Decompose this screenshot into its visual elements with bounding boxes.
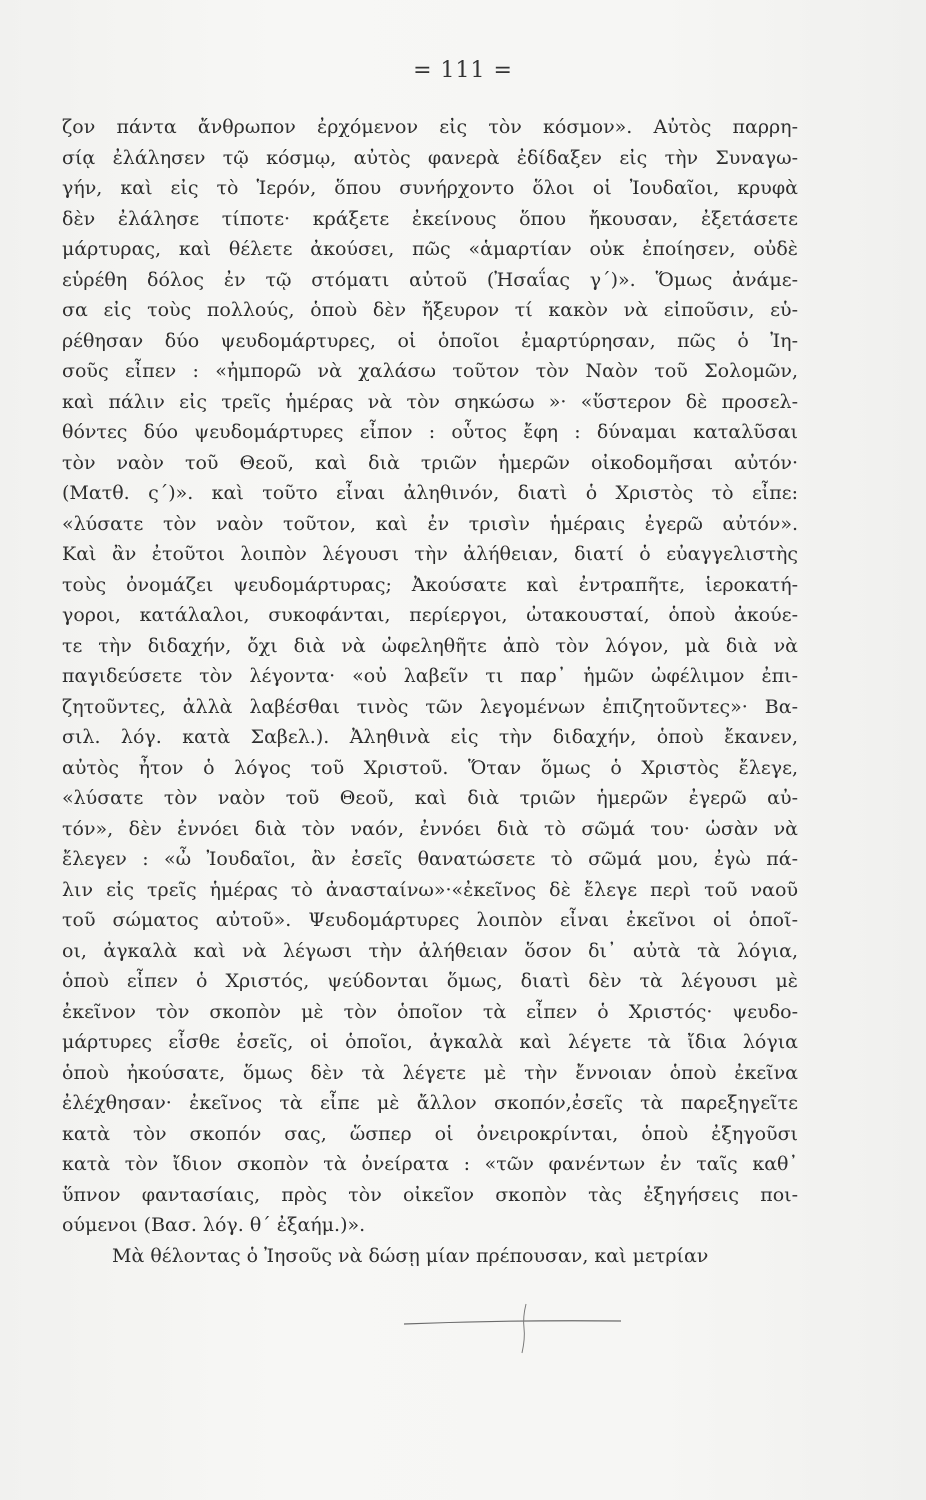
text-line: ὁποὺ ἠκούσατε, ὅμως δὲν τὰ λέγετε μὲ τὴν ἔννοιαν ὁποὺ ἐκεῖνα [62,1061,798,1084]
text-line: δὲν ἐλάλησε τίποτε· κράξετε ἐκείνους ὅπου ἤκουσαν, ἐξετάσετε [62,207,798,230]
text-line: εὑρέθη δόλος ἐν τῷ στόματι αὐτοῦ (Ἠσαΐας γ΄)». Ὅμως ἀνάμε- [62,268,798,291]
text-line: σοῦς εἶπεν : «ἠμπορῶ νὰ χαλάσω τοῦτον τὸν Ναὸν τοῦ Σολομῶν, [62,360,798,382]
text-line: (Ματθ. ς΄)». καὶ τοῦτο εἶναι ἀληθινόν, διατὶ ὁ Χριστὸς τὸ εἶπε: [62,482,798,504]
text-line: γοροι, κατάλαλοι, συκοφάνται, περίεργοι, ὠτακουσταί, ὁποὺ ἀκούε- [62,604,798,626]
text-line: Καὶ ἂν ἐτοῦτοι λοιπὸν λέγουσι τὴν ἀλήθειαν, διατί ὁ εὐαγγελιστὴς [62,543,798,565]
text-line: τὸν ναὸν τοῦ Θεοῦ, καὶ διὰ τριῶν ἡμερῶν οἰκοδομῆσαι αὐτόν· [62,451,798,474]
text-line: ρέθησαν δύο ψευδομάρτυρες, οἱ ὁποῖοι ἐμαρτύρησαν, πῶς ὁ Ἰη- [62,329,798,352]
text-line: τε τὴν διδαχήν, ὄχι διὰ νὰ ὠφεληθῆτε ἀπὸ τὸν λόγον, μὰ διὰ νὰ [62,634,798,657]
text-line: μάρτυρες εἶσθε ἐσεῖς, οἱ ὁποῖοι, ἀγκαλὰ καὶ λέγετε τὰ ἴδια λόγια [62,1031,798,1053]
text-line: ὁποὺ εἶπεν ὁ Χριστός, ψεύδονται ὅμως, διατὶ δὲν τὰ λέγουσι μὲ [62,970,798,992]
text-line: «λύσατε τὸν ναὸν τοῦτον, καὶ ἐν τρισὶν ἡμέραις ἐγερῶ αὐτόν». [62,512,798,535]
text-line: σιλ. λόγ. κατὰ Σαβελ.). Ἀληθινὰ εἰς τὴν διδαχήν, ὁποὺ ἔκανεν, [62,726,798,748]
text-line: κατὰ τὸν ἴδιον σκοπὸν τὰ ὀνείρατα : «τῶν φανέντων ἐν ταῖς καθ᾽ [62,1153,798,1175]
text-line: τοῦ σώματος αὐτοῦ». Ψευδομάρτυρες λοιπὸν εἶναι ἐκεῖνοι οἱ ὁποῖ- [62,909,798,931]
text-line: μάρτυρας, καὶ θέλετε ἀκούσει, πῶς «ἁμαρτίαν οὐκ ἐποίησεν, οὐδὲ [62,238,798,260]
text-line: «λύσατε τὸν ναὸν τοῦ Θεοῦ, καὶ διὰ τριῶν ἡμερῶν ἐγερῶ αὐ- [62,787,798,809]
pencil-underline-mark [396,1298,626,1358]
text-line: ούμενοι (Βασ. λόγ. θ΄ ἐξαήμ.)». [62,1214,366,1236]
text-line: ζον πάντα ἄνθρωπον ἐρχόμενον εἰς τὸν κόσμον». Αὐτὸς παρρη- [62,116,798,138]
text-line: Μὰ θέλοντας ὁ Ἰησοῦς νὰ δώσῃ μίαν πρέπουσαν, καὶ μετρίαν [112,1244,709,1267]
text-line: σίᾳ ἐλάλησεν τῷ κόσμῳ, αὐτὸς φανερὰ ἐδίδαξεν εἰς τὴν Συναγω- [62,146,798,169]
text-line: αὐτὸς ἦτον ὁ λόγος τοῦ Χριστοῦ. Ὅταν ὅμως ὁ Χριστὸς ἔλεγε, [62,756,798,779]
text-line: ζητοῦντες, ἀλλὰ λαβέσθαι τινὸς τῶν λεγομένων ἐπιζητοῦντες»· Βα- [62,695,798,718]
text-line: λιν εἰς τρεῖς ἡμέρας τὸ ἀνασταίνω»·«ἐκεῖνος δὲ ἔλεγε περὶ τοῦ ναοῦ [62,878,798,901]
text-line: οι, ἀγκαλὰ καὶ νὰ λέγωσι τὴν ἀλήθειαν ὅσον δι᾽ αὐτὰ τὰ λόγια, [62,939,798,962]
body-text [62,112,798,1271]
page-number: = 111 = [413,58,513,83]
text-line: τοὺς ὀνομάζει ψευδομάρτυρας; Ἀκούσατε καὶ ἐντραπῆτε, ἱεροκατή- [62,573,798,596]
text-line: ὕπνον φαντασίαις, πρὸς τὸν οἰκεῖον σκοπὸν τὰς ἐξηγήσεις ποι- [62,1183,798,1206]
text-line: σα εἰς τοὺς πολλούς, ὁποὺ δὲν ἤξευρον τί κακὸν νὰ εἰποῦσιν, εὑ- [62,299,798,321]
text-line: ἔλεγεν : «ὦ Ἰουδαῖοι, ἂν ἐσεῖς θανατώσετε τὸ σῶμά μου, ἐγὼ πά- [62,848,798,870]
text-line: τόν», δὲν ἐννόει διὰ τὸν ναόν, ἐννόει διὰ τὸ σῶμά του· ὡσὰν νὰ [62,817,798,840]
text-line: καὶ πάλιν εἰς τρεῖς ἡμέρας νὰ τὸν σηκώσω »· «ὕστερον δὲ προσελ- [62,390,798,413]
text-line: γήν, καὶ εἰς τὸ Ἱερόν, ὅπου συνήρχοντο ὅλοι οἱ Ἰουδαῖοι, κρυφὰ [62,177,798,199]
text-line: θόντες δύο ψευδομάρτυρες εἶπον : οὗτος ἔφη : δύναμαι καταλῦσαι [62,421,798,443]
text-line: κατὰ τὸν σκοπόν σας, ὥσπερ οἱ ὀνειροκρίνται, ὁποὺ ἐξηγοῦσι [62,1122,798,1145]
text-line: παγιδεύσετε τὸν λέγοντα· «οὐ λαβεῖν τι παρ᾽ ἡμῶν ὠφέλιμον ἐπι- [62,665,798,687]
text-line: ἐλέχθησαν· ἐκεῖνος τὰ εἶπε μὲ ἄλλον σκοπόν,ἐσεῖς τὰ παρεξηγεῖτε [62,1092,798,1114]
text-line: ἐκεῖνον τὸν σκοπὸν μὲ τὸν ὁποῖον τὰ εἶπεν ὁ Χριστός· ψευδο- [62,1000,798,1023]
